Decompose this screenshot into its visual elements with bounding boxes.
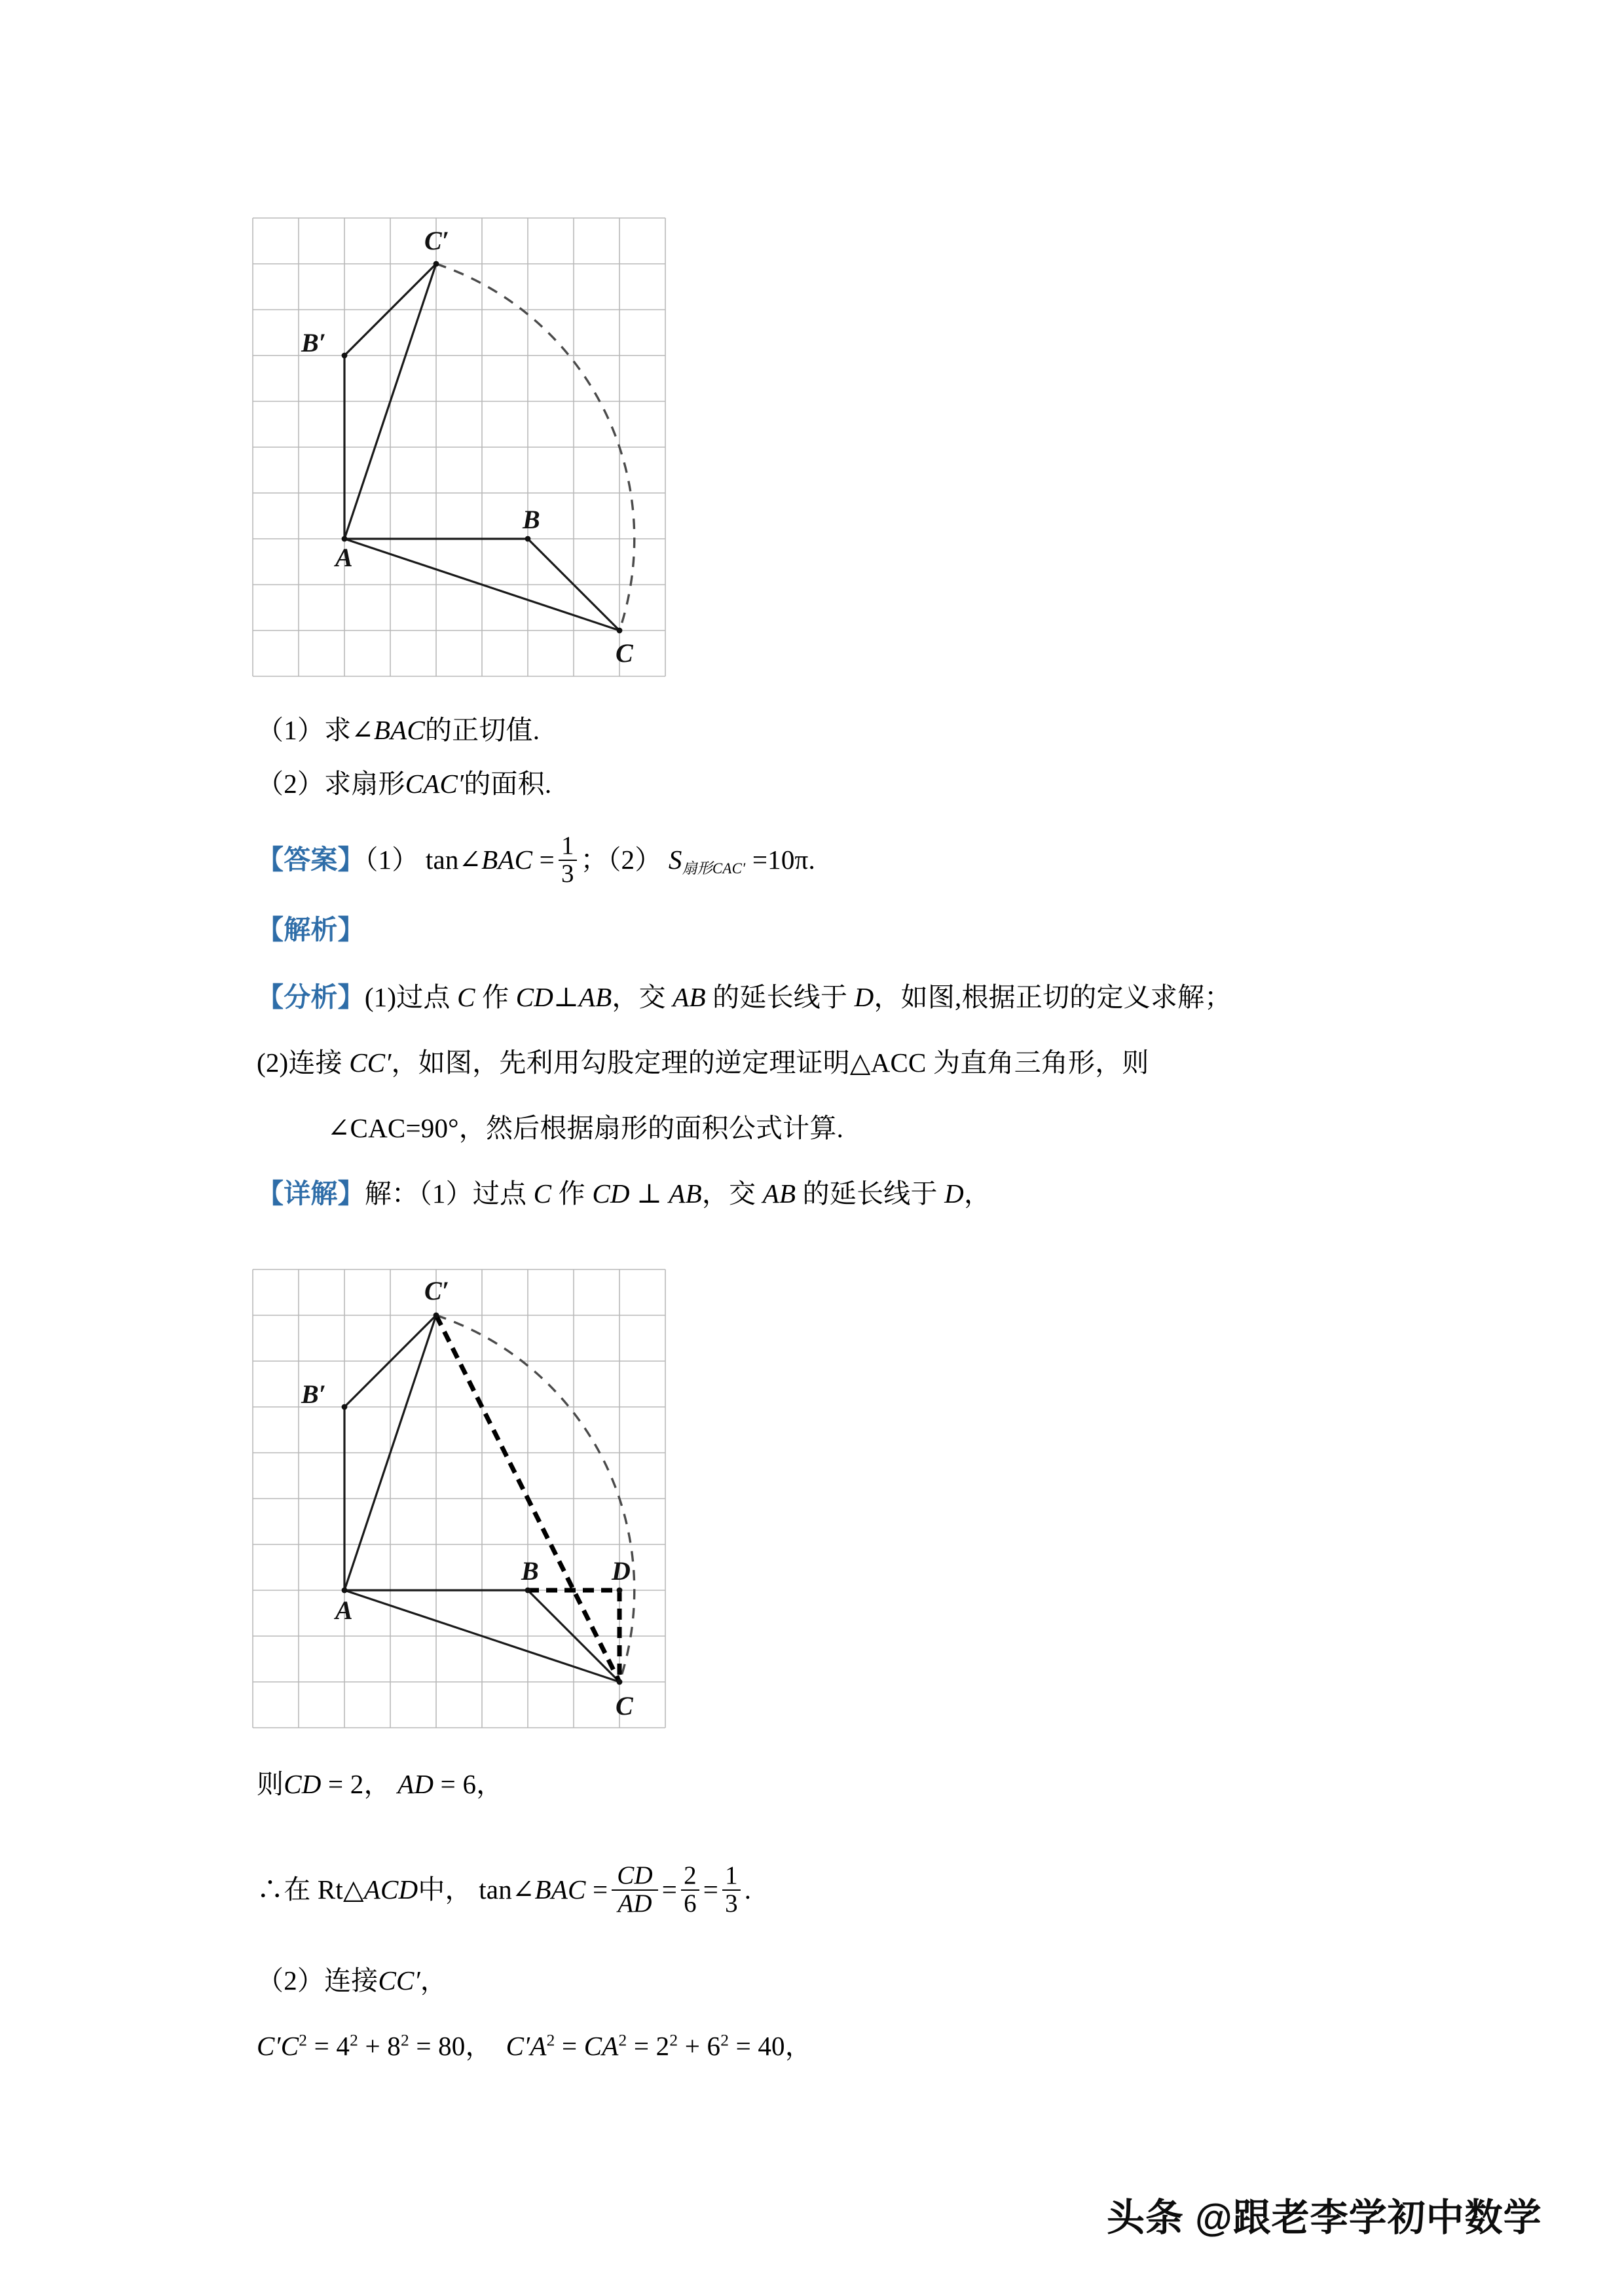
part2-equation-line (257, 2030, 812, 2063)
result-equals-3: = (703, 1874, 719, 1904)
figure-2 (252, 1269, 666, 1728)
vertex-C (617, 1679, 623, 1685)
result-therefore: ∴ (257, 1874, 284, 1904)
question-1-angle: ∠BAC (351, 715, 425, 745)
vertex-Bp (342, 353, 348, 359)
analysis-l1-e: ，如图,根据正切的定义求解； (874, 982, 1232, 1012)
result-in-rt: 在 Rt△ (284, 1874, 364, 1904)
analysis-line-2 (257, 1046, 1149, 1080)
answer-part2-period: . (808, 844, 815, 875)
result-equals-1: = (592, 1874, 608, 1904)
analysis-l1-b: 作 (475, 982, 516, 1012)
eq-value-2: 40 (758, 2031, 785, 2061)
vertex-Cp (434, 261, 439, 267)
figure-1 (252, 217, 666, 677)
answer-part1-angle: ∠BAC (458, 844, 533, 875)
vertex-label-C: C (616, 1691, 633, 1721)
answer-part2-subscript: 扇形CAC′ (682, 860, 746, 877)
eq-lhs1-base: C′C (257, 2031, 299, 2061)
eq-plus-1: + (365, 2031, 380, 2061)
part2-prime: ′ (414, 1965, 420, 1995)
figure-2-canvas (252, 1269, 666, 1728)
eq-equals-1: = (314, 2031, 329, 2061)
analysis-line-3: ∠CAC=90°，然后根据扇形的面积公式计算. (327, 1113, 844, 1143)
result-tan-angle: ∠BAC (511, 1874, 586, 1904)
question-1-suffix: 的正切值. (424, 715, 540, 745)
fraction-numerator: CD (612, 1863, 658, 1891)
answer-part1-tan: tan (425, 844, 459, 875)
answer-line (257, 833, 815, 887)
result-triangle-name: ACD (363, 1874, 418, 1904)
analysis-l1-AB: AB (578, 982, 612, 1012)
eq-t2-power: 2 (400, 2031, 409, 2050)
vertex-Cp (434, 1313, 439, 1319)
detail-tag: 【详解】 (257, 1178, 365, 1209)
eq-t1-base: 4 (336, 2031, 350, 2061)
eq-t1-power: 2 (350, 2031, 359, 2050)
eq-t3-base: 2 (655, 2031, 670, 2061)
question-2 (257, 767, 551, 801)
eq-equals-3: = (561, 2031, 578, 2061)
result-fraction-2-6 (681, 1863, 699, 1917)
result-comma-1: ， (363, 1769, 391, 1799)
detail-end: ， (963, 1178, 991, 1209)
eq-comma-1: ， (465, 2031, 492, 2061)
result-then: 则 (257, 1769, 284, 1799)
result-CD-label: CD (284, 1769, 322, 1799)
analysis-l1-AB2: AB (673, 982, 706, 1012)
eq-value-1: 80 (438, 2031, 466, 2061)
question-2-segment: CAC (405, 769, 458, 799)
question-2-suffix: 的面积. (464, 769, 552, 799)
analysis-l1-c: ，交 (612, 982, 673, 1012)
fraction-denominator: AD (618, 1889, 652, 1918)
analysis-l1-perp: ⊥ (553, 982, 579, 1012)
detail-D: D (944, 1178, 964, 1209)
answer-separator: ； (580, 844, 608, 875)
detail-C: C (533, 1178, 552, 1209)
vertex-label-A: A (335, 543, 353, 572)
grid-lines (253, 1269, 665, 1728)
vertex-Bp (342, 1404, 348, 1410)
detail-CD: CD (592, 1178, 630, 1209)
analysis-l1-D: D (854, 982, 874, 1012)
analysis-l1-C: C (457, 982, 475, 1012)
result-comma-2: ， (476, 1769, 504, 1799)
detail-mid2: ，交 (701, 1178, 763, 1209)
answer-tag: 【答案】 (257, 844, 365, 875)
vertex-label-D: D (612, 1556, 631, 1586)
detail-mid3: 的延长线于 (796, 1178, 945, 1209)
question-1 (257, 714, 540, 747)
detail-AB: AB (669, 1178, 702, 1209)
part2-header (257, 1964, 447, 1997)
result-lengths (257, 1768, 503, 1801)
detail-mid1: 作 (551, 1178, 593, 1209)
vertex-label-B: B (521, 1556, 539, 1586)
vertex-label-Cp: C′ (424, 226, 449, 255)
detail-perp: ⊥ (637, 1178, 662, 1209)
eq-comma-2: ， (784, 2031, 812, 2061)
fraction-denominator: 3 (725, 1889, 738, 1918)
result-AD-equals: = 6 (440, 1769, 477, 1799)
fraction-numerator: 1 (722, 1863, 741, 1891)
vertex-D (617, 1588, 623, 1594)
result-fraction-CD-AD (612, 1863, 658, 1917)
analysis-l2-b: ，如图，先利用勾股定理的逆定理证明△ACC 为直角三角形，则 (391, 1048, 1149, 1078)
vertex-label-B: B (523, 505, 540, 534)
vertex-B (525, 1588, 531, 1594)
result-CD-equals: = 2 (328, 1769, 364, 1799)
analysis-l1-d: 的延长线于 (705, 982, 855, 1012)
fraction-numerator: 2 (681, 1863, 699, 1891)
answer-part1-equals: = (539, 844, 555, 875)
vertex-label-Bp: B′ (301, 1379, 326, 1409)
eq-equals-2: = (416, 2031, 432, 2061)
vertex-label-C: C (616, 638, 633, 668)
part2-comma: ， (420, 1965, 447, 1995)
vertex-A (342, 536, 348, 542)
eq-t2-base: 8 (387, 2031, 401, 2061)
detail-line (257, 1177, 991, 1211)
result-tan-computation (257, 1863, 751, 1917)
result-tan-lead: tan (479, 1874, 512, 1904)
detail-AB2: AB (762, 1178, 796, 1209)
vertex-label-Cp: C′ (424, 1276, 449, 1305)
answer-part2-value: 10π (767, 844, 809, 875)
answer-part2-symbol: S (668, 844, 682, 875)
explanation-tag: 【解析】 (257, 915, 365, 945)
question-2-prime: ′ (458, 769, 464, 799)
watermark-text: 头条 @跟老李学初中数学 (1107, 2196, 1542, 2239)
vertex-B (525, 536, 531, 542)
analysis-l1-CD: CD (515, 982, 554, 1012)
eq-lhs2-power: 2 (546, 2031, 555, 2050)
detail-lead: 解：（1）过点 (364, 1178, 534, 1209)
vertex-C (617, 628, 623, 634)
analysis-l2-a: (2)连接 (257, 1048, 350, 1078)
result-fraction-1-3 (722, 1863, 741, 1917)
answer-part2-equals: = (752, 844, 768, 875)
eq-t4-base: 6 (707, 2031, 721, 2061)
vertex-label-Bp: B′ (301, 328, 326, 357)
vertex-label-A: A (335, 1595, 353, 1625)
eq-lhs2-base: C′A (506, 2031, 547, 2061)
result-AD-label: AD (397, 1769, 434, 1799)
eq-equals-4: = (633, 2031, 650, 2061)
answer-part1-label: （1） (364, 844, 419, 875)
fraction-denominator: 3 (561, 859, 574, 888)
result-equals-2: = (661, 1874, 678, 1904)
part2-label: （2）连接 (257, 1965, 378, 1995)
result-zhong: 中， (418, 1874, 472, 1904)
eq-plus-2: + (684, 2031, 701, 2061)
question-1-prefix: （1）求 (257, 715, 352, 745)
answer-part1-fraction (559, 833, 577, 887)
vertex-A (342, 1588, 348, 1594)
fraction-numerator: 1 (559, 833, 577, 861)
eq-equals-5: = (735, 2031, 751, 2061)
figure-1-canvas (252, 217, 666, 677)
fraction-denominator: 6 (684, 1889, 697, 1918)
part2-segment: CC (378, 1965, 415, 1995)
eq-t3-power: 2 (669, 2031, 678, 2050)
eq-mid-base: CA (583, 2031, 619, 2061)
eq-lhs1-power: 2 (299, 2031, 308, 2050)
analysis-tag: 【分析】 (257, 982, 365, 1012)
result-period: . (744, 1874, 752, 1904)
analysis-line-1 (257, 981, 1232, 1014)
question-2-prefix: （2）求扇形 (257, 769, 405, 799)
analysis-l1-a: (1)过点 (364, 982, 458, 1012)
eq-t4-power: 2 (720, 2031, 729, 2050)
eq-mid-power: 2 (618, 2031, 627, 2050)
grid-lines (253, 218, 665, 676)
analysis-l2-CC: CC′ (349, 1048, 392, 1078)
answer-part2-label: （2） (607, 844, 662, 875)
